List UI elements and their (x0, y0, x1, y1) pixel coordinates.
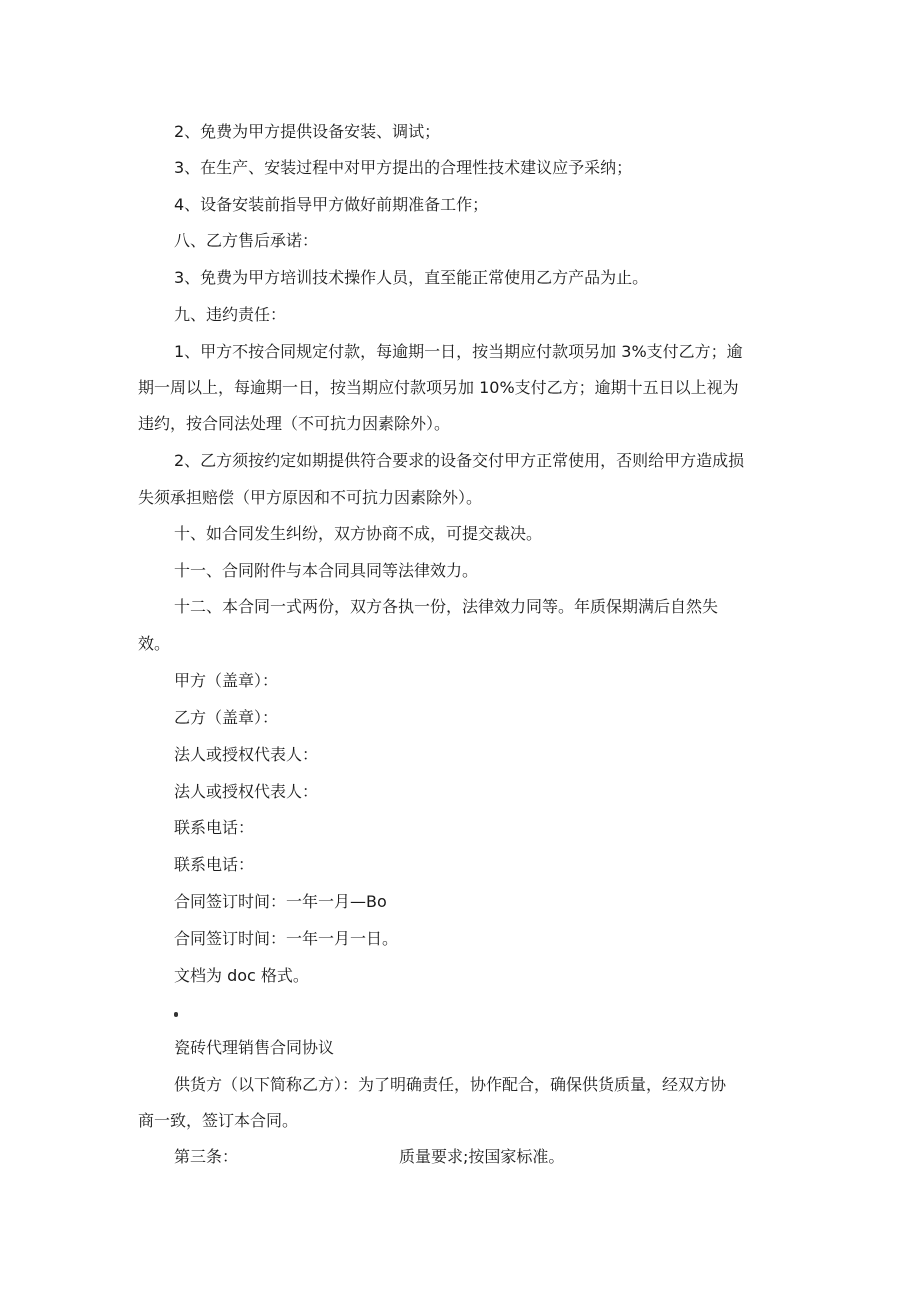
text-line: 失须承担赔偿（甲方原因和不可抗力因素除外）。 (138, 488, 483, 507)
text-line: 1、甲方不按合同规定付款，每逾期一日，按当期应付款项另加 3%支付乙方；逾 (174, 342, 743, 361)
dot-mark (174, 1012, 178, 1017)
signature-line: 法人或授权代表人： (174, 745, 319, 764)
text-line: 违约，按合同法处理（不可抗力因素除外）。 (138, 414, 451, 433)
signature-line: 法人或授权代表人： (174, 782, 319, 801)
text-line: 文档为 doc 格式。 (174, 966, 309, 985)
text-line: 2、乙方须按约定如期提供符合要求的设备交付甲方正常使用，否则给甲方造成损 (174, 451, 745, 470)
section-heading: 八、乙方售后承诺： (174, 231, 319, 250)
signature-line: 合同签订时间：一年一月一日。 (174, 929, 399, 948)
section-heading: 十、如合同发生纠纷，双方协商不成，可提交裁决。 (174, 524, 543, 543)
text-line: 商一致，签订本合同。 (138, 1111, 299, 1130)
section-heading: 九、违约责任： (174, 305, 287, 324)
text-line: 供货方（以下简称乙方）：为了明确责任，协作配合，确保供货质量，经双方协 (174, 1075, 727, 1094)
text-line: 2、免费为甲方提供设备安装、调试； (174, 122, 441, 141)
article-text: 质量要求;按国家标准。 (399, 1147, 565, 1166)
signature-line: 联系电话： (174, 818, 255, 837)
signature-line: 合同签订时间：一年一月—Bo (174, 892, 387, 911)
text-line: 效。 (138, 634, 171, 653)
text-line: 3、免费为甲方培训技术操作人员，直至能正常使用乙方产品为止。 (174, 268, 649, 287)
text-line: 4、设备安装前指导甲方做好前期准备工作； (174, 195, 489, 214)
section-heading: 十二、本合同一式两份，双方各执一份，法律效力同等。年质保期满后自然失 (174, 597, 719, 616)
text-line: 期一周以上，每逾期一日，按当期应付款项另加 10%支付乙方；逾期十五日以上视为 (138, 378, 739, 397)
signature-line: 乙方（盖章）： (174, 708, 279, 727)
section-heading: 十一、合同附件与本合同具同等法律效力。 (174, 561, 479, 580)
document-title: 瓷砖代理销售合同协议 (174, 1038, 335, 1057)
signature-line: 联系电话： (174, 855, 255, 874)
article-label: 第三条： (174, 1147, 239, 1166)
text-line: 3、在生产、安装过程中对甲方提出的合理性技术建议应予采纳； (174, 158, 633, 177)
signature-line: 甲方（盖章）： (174, 671, 279, 690)
